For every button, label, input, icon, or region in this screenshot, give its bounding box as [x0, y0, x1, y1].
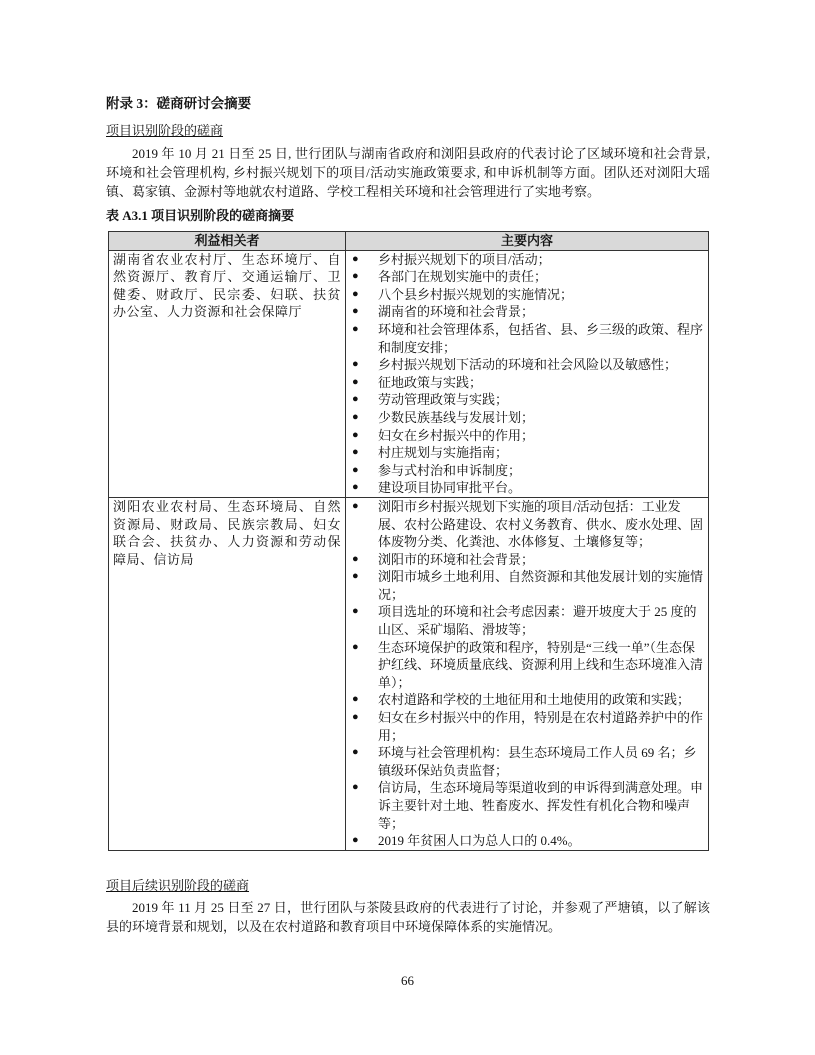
list-item	[350, 744, 704, 779]
list-item-text: 环境与社会管理机构：县生态环境局工作人员 69 名；乡镇级环保站负责监督；	[378, 745, 697, 778]
table-row	[109, 250, 709, 497]
bullet-icon: ●	[352, 834, 359, 847]
section-title: 项目后续识别阶段的磋商	[106, 878, 250, 893]
list-item-text: 浏阳市乡村振兴规划下实施的项目/活动包括：工业发展、农村公路建设、农村义务教育、供水、废水处理、固体废物分类、化粪池、水体修复、土壤修复等；	[378, 498, 704, 550]
bullet-icon: ●	[352, 358, 359, 371]
appendix-heading: 附录 3：磋商研讨会摘要	[106, 96, 252, 111]
bullet-icon: ●	[352, 481, 359, 494]
section-title: 项目识别阶段的磋商	[106, 123, 224, 138]
list-item-text: 建设项目协同审批平台。	[378, 480, 522, 496]
list-item-text: 湖南省的环境和社会背景；	[378, 304, 535, 320]
list-item	[350, 603, 704, 638]
list-item	[350, 832, 704, 850]
list-item-text: 妇女在乡村振兴中的作用；	[378, 427, 535, 443]
list-item-text: 信访局，生态环境局等渠道收到的申诉得到满意处理。申诉主要针对土地、牲畜废水、挥发性有机化合物和噪声等；	[378, 780, 704, 831]
bullet-icon: ●	[352, 305, 359, 318]
list-item-text: 乡村振兴规划下的项目/活动；	[378, 251, 551, 267]
list-item-text: 乡村振兴规划下活动的环境和社会风险以及敏感性；	[378, 357, 678, 373]
list-item	[350, 286, 704, 304]
list-item-text: 浏阳市城乡土地利用、自然资源和其他发展计划的实施情况；	[378, 569, 704, 602]
table-caption: 表 A3.1 项目识别阶段的磋商摘要	[106, 208, 295, 223]
list-item-text: 项目选址的环境和社会考虑因素：避开坡度大于 25 度的山区、采矿塌陷、滑坡等；	[378, 604, 697, 638]
list-item	[350, 391, 704, 409]
bullet-icon: ●	[352, 270, 359, 283]
bullet-icon: ●	[352, 463, 359, 476]
list-item-text: 劳动管理政策与实践；	[378, 392, 509, 408]
list-item	[350, 251, 704, 269]
column-header: 主要内容	[346, 232, 709, 251]
list-item	[350, 356, 704, 374]
list-item	[350, 709, 704, 744]
column-header: 利益相关者	[109, 232, 346, 251]
list-item-text: 妇女在乡村振兴中的作用，特别是在农村道路养护中的作用；	[378, 710, 704, 743]
bullet-icon: ●	[352, 781, 359, 794]
section-paragraph: 2019 年 10 月 21 日至 25 日, 世行团队与湖南省政府和浏阳县政府的代表讨论了区域环境和社会背景, 环境和社会管理机构, 乡村振兴规划下的项目/活动实施政策要求, 和申诉机制等方面。团队还对浏阳大瑶镇、葛家镇、金源村等地就农村道路、学校工程相关环境和社会管理进行了实地考察。	[106, 146, 710, 199]
bullet-icon: ●	[352, 410, 359, 423]
list-item-text: 浏阳市的环境和社会背景；	[378, 551, 535, 567]
stakeholders-cell: 浏阳农业农村局、生态环境局、自然资源局、财政局、民族宗教局、妇女联合会、扶贫办、人力资源和劳动保障局、信访局	[109, 497, 346, 850]
list-item	[350, 409, 704, 427]
list-item	[350, 462, 704, 480]
list-item	[350, 268, 704, 286]
list-item	[350, 691, 704, 709]
bullet-icon: ●	[352, 640, 359, 653]
page-number: 66	[401, 973, 414, 988]
bullet-icon: ●	[352, 605, 359, 618]
list-item	[350, 779, 704, 832]
list-item-text: 村庄规划与实施指南；	[378, 445, 509, 461]
list-item-text: 参与式村治和申诉制度；	[378, 462, 522, 478]
content-cell	[346, 250, 709, 497]
bullet-icon: ●	[352, 711, 359, 724]
list-item-text: 少数民族基线与发展计划；	[378, 409, 535, 425]
bullet-icon: ●	[352, 252, 359, 265]
consultation-table	[108, 231, 709, 851]
bullet-icon: ●	[352, 428, 359, 441]
stakeholders-cell: 湖南省农业农村厅、生态环境厅、自然资源厅、教育厅、交通运输厅、卫健委、财政厅、民宗委、妇联、扶贫办公室、人力资源和社会保障厅	[109, 250, 346, 497]
list-item	[350, 321, 704, 356]
list-item-text: 农村道路和学校的土地征用和土地使用的政策和实践；	[378, 692, 691, 708]
list-item	[350, 303, 704, 321]
list-item	[350, 374, 704, 392]
list-item	[350, 427, 704, 445]
bullet-icon: ●	[352, 570, 359, 583]
list-item-text: 征地政策与实践；	[378, 374, 483, 390]
list-item-text: 生态环境保护的政策和程序，特别是“三线一单”（生态保护红线、环境质量底线、资源利用上线和生态环境准入清单）；	[378, 639, 704, 690]
bullet-icon: ●	[352, 322, 359, 335]
table-row	[109, 497, 709, 850]
list-item	[350, 551, 704, 569]
list-item-text: 各部门在规划实施中的责任；	[378, 269, 548, 285]
bullet-icon: ●	[352, 375, 359, 388]
section-paragraph: 2019 年 11 月 25 日至 27 日，世行团队与茶陵县政府的代表进行了讨论，并参观了严塘镇，以了解该县的环境背景和规划，以及在农村道路和教育项目中环境保障体系的实施情况。	[106, 900, 710, 934]
list-item	[350, 444, 704, 462]
list-item	[350, 568, 704, 603]
list-item	[350, 479, 704, 497]
bullet-icon: ●	[352, 499, 359, 512]
content-cell	[346, 497, 709, 850]
list-item-text: 环境和社会管理体系，包括省、县、乡三级的政策、程序和制度安排；	[378, 321, 704, 355]
list-item	[350, 639, 704, 692]
bullet-icon: ●	[352, 446, 359, 459]
bullet-icon: ●	[352, 393, 359, 406]
bullet-icon: ●	[352, 693, 359, 706]
bullet-icon: ●	[352, 287, 359, 300]
bullet-icon: ●	[352, 746, 359, 759]
list-item-text: 八个县乡村振兴规划的实施情况；	[378, 286, 574, 302]
bullet-icon: ●	[352, 552, 359, 565]
list-item	[350, 498, 704, 551]
list-item-text: 2019 年贫困人口为总人口的 0.4%。	[378, 833, 581, 849]
